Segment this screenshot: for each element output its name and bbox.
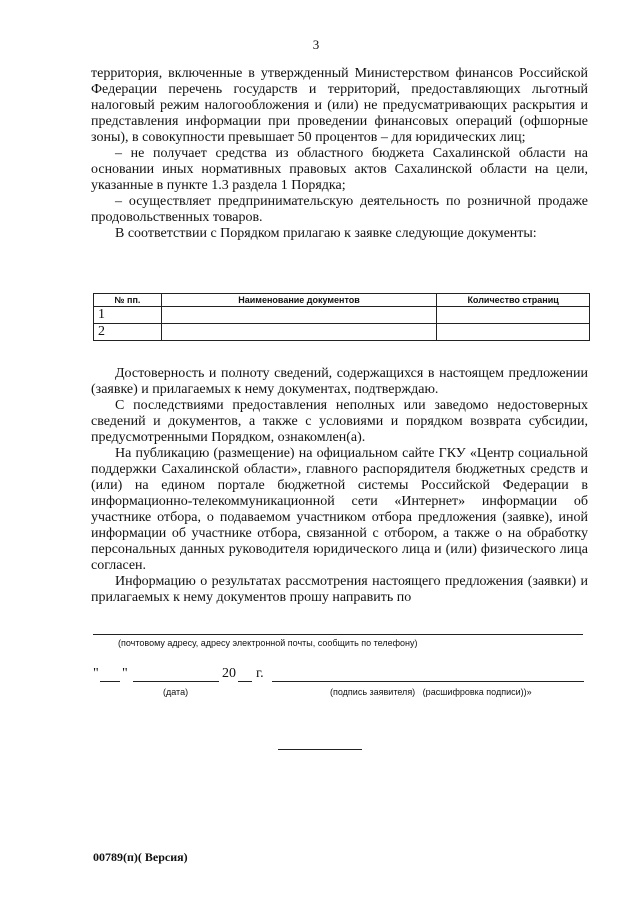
column-header-number: № пп. bbox=[94, 294, 162, 307]
column-header-page-count: Количество страниц bbox=[437, 294, 590, 307]
table-cell-number: 2 bbox=[94, 324, 162, 341]
paragraph-attachments-intro: В соответствии с Порядком прилагаю к заявке следующие документы: bbox=[115, 226, 537, 241]
date-year-suffix: г. bbox=[256, 666, 264, 681]
closing-separator bbox=[278, 749, 362, 750]
footer-code: 00789(п)( Версия) bbox=[93, 850, 188, 864]
contact-method-label: (почтовому адресу, адресу электронной почты, сообщить по телефону) bbox=[118, 638, 418, 648]
confirmation-section bbox=[91, 366, 588, 606]
paragraph-consequences: С последствиями предоставления неполных или заведомо недостоверных сведений и документов, а также с условиями и порядком возврата субсидии, предусмотренными Порядком, ознакомлен(а). bbox=[91, 398, 588, 445]
date-year-line bbox=[238, 681, 252, 682]
table-row bbox=[94, 307, 590, 324]
paragraph-retail: – осуществляет предпринимательскую деятельность по розничной продаже продовольственных товаров. bbox=[91, 194, 588, 225]
date-label: (дата) bbox=[163, 687, 189, 697]
paragraph-publication-consent: На публикацию (размещение) на официальном сайте ГКУ «Центр социальной поддержки Сахалинской области», главного распорядителя бюджетных средств и (или) на едином портале бюджетной системы Российской Федерации в информационно-телекоммуникационной сети «Интернет» информации об участнике отбора, о подаваемом участником отбора предложения (заявке), иной информации об участнике отбора, связанной с отбором, а также о на обработку персональных данных руководителя юридического лица и (или) физического лица согласен. bbox=[91, 446, 588, 573]
table-row bbox=[94, 324, 590, 341]
date-month-line bbox=[133, 681, 219, 682]
contact-method-line bbox=[93, 634, 583, 635]
date-year-prefix: 20 bbox=[222, 666, 236, 681]
documents-table bbox=[93, 293, 590, 341]
paragraph-no-funds: – не получает средства из областного бюджета Сахалинской области на основании иных нормативных правовых актов Сахалинской области на цели, указанные в пункте 1.3 раздела 1 Порядка; bbox=[91, 146, 588, 193]
date-quote-open: " bbox=[93, 666, 99, 681]
column-header-doc-name: Наименование документов bbox=[161, 294, 436, 307]
signature-label: (подпись заявителя) (расшифровка подписи))» bbox=[330, 687, 532, 697]
date-quote-close: " bbox=[122, 666, 128, 681]
table-cell-page-count bbox=[437, 307, 590, 324]
paragraph-offshore: территория, включенные в утвержденный Министерством финансов Российской Федерации перечень государств и территорий, предоставляющих льготный налоговый режим налогообложения и (или) не предусматривающих раскрытия и представления информации при проведении финансовых операций (офшорные зоны), в совокупности превышает 50 процентов – для юридических лиц; bbox=[91, 66, 588, 145]
paragraph-results-delivery: Информацию о результатах рассмотрения настоящего предложения (заявки) и прилагаемых к нему документов прошу направить по bbox=[91, 574, 588, 605]
signature-line bbox=[272, 681, 584, 682]
table-cell-page-count bbox=[437, 324, 590, 341]
table-cell-doc-name bbox=[161, 324, 436, 341]
table-header-row bbox=[94, 294, 590, 307]
date-day-line bbox=[100, 681, 120, 682]
page-number: 3 bbox=[312, 37, 320, 52]
table-cell-doc-name bbox=[161, 307, 436, 324]
paragraph-accuracy: Достоверность и полноту сведений, содержащихся в настоящем предложении (заявке) и прилагаемых к нему документах, подтверждаю. bbox=[91, 366, 588, 397]
document-body bbox=[91, 66, 588, 242]
table-cell-number: 1 bbox=[94, 307, 162, 324]
